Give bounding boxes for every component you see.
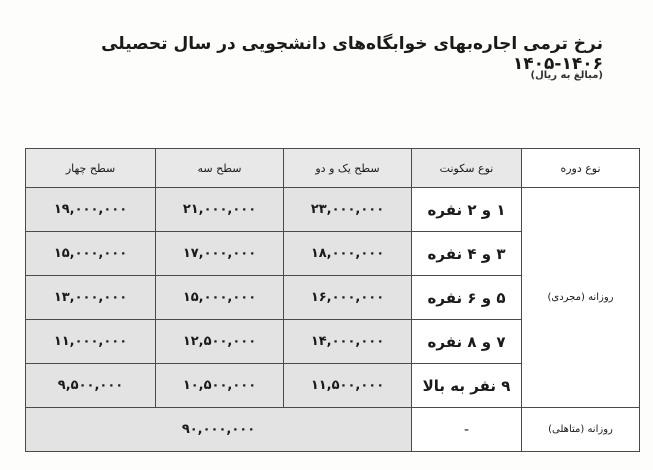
- price-level-1-2: ۱۱,۵۰۰,۰۰۰: [284, 364, 412, 408]
- occupancy-cell: ۱ و ۲ نفره: [412, 188, 522, 232]
- table-row-married: [26, 408, 640, 452]
- price-level-4: ۹,۵۰۰,۰۰۰: [26, 364, 156, 408]
- married-period-cell: روزانه (متاهلی): [522, 408, 640, 452]
- married-occupancy-cell: -: [412, 408, 522, 452]
- rent-rates-table: [25, 148, 640, 452]
- price-level-4: ۱۵,۰۰۰,۰۰۰: [26, 232, 156, 276]
- price-level-3: ۱۲,۵۰۰,۰۰۰: [156, 320, 284, 364]
- occupancy-cell: ۹ نفر به بالا: [412, 364, 522, 408]
- price-level-4: ۱۳,۰۰۰,۰۰۰: [26, 276, 156, 320]
- header-period-type: نوع دوره: [522, 149, 640, 188]
- occupancy-cell: ۷ و ۸ نفره: [412, 320, 522, 364]
- price-level-4: ۱۹,۰۰۰,۰۰۰: [26, 188, 156, 232]
- page-title: نرخ ترمی اجاره‌بهای خوابگاه‌های دانشجویی در سال تحصیلی ۱۴۰۶-۱۴۰۵: [101, 34, 603, 74]
- header-level-3: سطح سه: [156, 149, 284, 188]
- currency-note: (مبالغ به ریال): [530, 70, 603, 81]
- price-level-1-2: ۱۶,۰۰۰,۰۰۰: [284, 276, 412, 320]
- price-level-3: ۱۵,۰۰۰,۰۰۰: [156, 276, 284, 320]
- single-period-cell: روزانه (مجردی): [522, 188, 640, 408]
- price-level-3: ۲۱,۰۰۰,۰۰۰: [156, 188, 284, 232]
- occupancy-cell: ۳ و ۴ نفره: [412, 232, 522, 276]
- price-level-1-2: ۱۴,۰۰۰,۰۰۰: [284, 320, 412, 364]
- table-row: [26, 188, 640, 232]
- header-occupancy-type: نوع سکونت: [412, 149, 522, 188]
- price-level-4: ۱۱,۰۰۰,۰۰۰: [26, 320, 156, 364]
- married-price-cell: ۹۰,۰۰۰,۰۰۰: [26, 408, 412, 452]
- price-level-3: ۱۷,۰۰۰,۰۰۰: [156, 232, 284, 276]
- price-level-1-2: ۲۳,۰۰۰,۰۰۰: [284, 188, 412, 232]
- occupancy-cell: ۵ و ۶ نفره: [412, 276, 522, 320]
- price-level-3: ۱۰,۵۰۰,۰۰۰: [156, 364, 284, 408]
- header-level-1-2: سطح یک و دو: [284, 149, 412, 188]
- header-level-4: سطح چهار: [26, 149, 156, 188]
- table-header-row: [26, 149, 640, 188]
- price-level-1-2: ۱۸,۰۰۰,۰۰۰: [284, 232, 412, 276]
